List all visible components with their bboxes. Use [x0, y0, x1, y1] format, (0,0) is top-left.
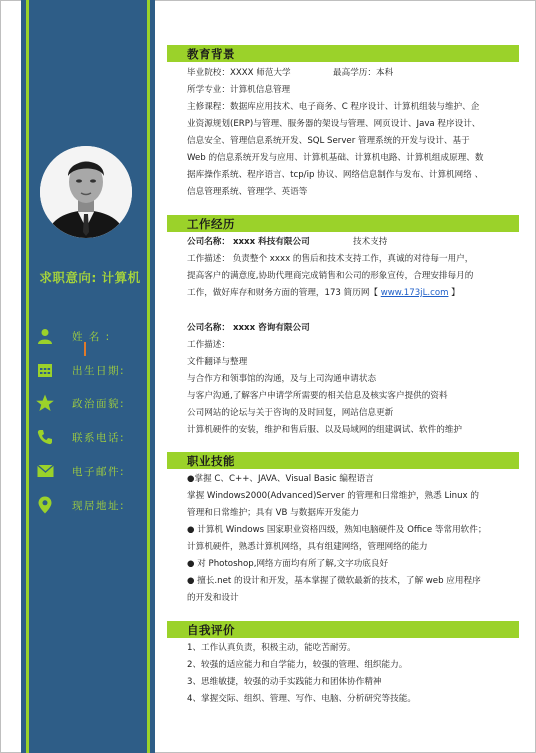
location-icon: [34, 495, 56, 515]
calendar-icon: [34, 360, 56, 380]
section-header-skills: [167, 452, 519, 469]
section-header-education: [167, 45, 519, 62]
job2-desc-line: 文件翻译与整理: [187, 357, 248, 367]
info-label-address: 现居地址:: [72, 499, 126, 512]
evaluation-line: 2、较强的适应能力和自学能力，较强的管理、组织能力。: [187, 660, 408, 670]
info-phone: [34, 427, 125, 447]
education-courses-line: 据库操作系统、程序语言、tcp/ip 协议、网络信息制作与发布、计算机网络 、: [187, 170, 484, 180]
job1-position: 技术支持: [353, 237, 388, 247]
evaluation-line: 4、掌握交际、组织、管理、写作、电脑、分析研究等技能。: [187, 694, 416, 704]
job1-desc-prefix: 工作，做好库存和财务方面的管理，173 简历网【: [187, 288, 381, 298]
education-major: 所学专业：计算机信息管理: [187, 85, 291, 95]
job2-desc-line: 工作描述：: [187, 340, 230, 350]
phone-icon: [34, 427, 56, 447]
info-label-name: 姓 名 :: [72, 330, 111, 343]
job1-desc-line: 提高客户的满意度,协助代理商完成销售和公司的形象宣传，合理安排每月的: [187, 271, 474, 281]
skills-line: 的开发和设计: [187, 593, 239, 603]
skills-line: 掌握 Windows2000(Advanced)Server 的管理和日常维护，熟悉 Linux 的: [187, 491, 479, 501]
resume-site-link[interactable]: www.173jL.com: [380, 288, 449, 298]
info-label-political: 政治面貌:: [72, 397, 126, 410]
info-email: [34, 461, 125, 481]
education-courses-line: Web 的信息系统开发与应用、计算机基础、计算机电路、计算机组成原理、数: [187, 153, 484, 163]
star-icon: [34, 393, 56, 413]
evaluation-line: 3、思维敏捷，较强的动手实践能力和团体协作精神: [187, 677, 382, 687]
section-header-evaluation: [167, 621, 519, 638]
job-intention: 求职意向: 计算机: [39, 270, 141, 285]
section-title-education: 教育背景: [187, 47, 235, 61]
section-header-work: [167, 215, 519, 232]
education-school: 毕业院校：XXXX 师范大学: [187, 68, 291, 78]
text-cursor: [84, 342, 86, 356]
skills-line: ● 对 Photoshop,网络方面均有所了解,文字功底良好: [187, 559, 389, 569]
job2-desc-line: 与合作方和领事馆的沟通，及与上司沟通申请状态: [187, 374, 377, 384]
skills-line: 管理和日常维护；具有 VB 与数据库开发能力: [187, 508, 359, 518]
skills-line: ● 擅长.net 的设计和开发，基本掌握了微软最新的技术，了解 web 应用程序: [187, 576, 481, 586]
info-address: [34, 495, 125, 515]
section-title-evaluation: 自我评价: [187, 623, 235, 637]
education-courses-line: 业资源规划(ERP)与管理、服务器的架设与管理、网页设计、Java 程序设计、: [187, 119, 481, 129]
info-birthdate: [34, 360, 125, 380]
job1-desc-last: [187, 287, 460, 299]
job2-desc-line: 与客户沟通,了解客户申请学所需要的相关信息及核实客户提供的资料: [187, 391, 448, 401]
skills-line: 计算机硬件，熟悉计算机网络，具有组建网络，管理网络的能力: [187, 542, 428, 552]
avatar: [40, 146, 132, 238]
info-political: [34, 393, 125, 413]
job2-desc-line: 公司网站的论坛与关于咨询的及时回复，网站信息更新: [187, 408, 394, 418]
job1-desc-suffix: 】: [448, 288, 460, 298]
section-title-skills: 职业技能: [187, 454, 235, 468]
evaluation-line: 1、工作认真负责，积极主动，能吃苦耐劳。: [187, 643, 356, 653]
education-courses-line: 信息管理系统、管理学、英语等: [187, 187, 308, 197]
education-courses-line: 信息安全、管理信息系统开发、SQL Server 管理系统的开发与设计、基于: [187, 136, 470, 146]
education-courses-line: 主修课程：数据库应用技术、电子商务、C 程序设计、计算机组装与维护、企: [187, 102, 480, 112]
email-icon: [34, 461, 56, 481]
info-name: [34, 326, 111, 346]
skills-line: ● 计算机 Windows 国家职业资格四级，熟知电脑硬件及 Office 等常用软件；: [187, 525, 487, 535]
job1-company: 公司名称： xxxx 科技有限公司: [187, 237, 310, 247]
job1-desc-line: 工作描述： 负责整个 xxxx 的售后和技术支持工作，真诚的对待每一用户，: [187, 254, 474, 264]
education-degree: 最高学历：本科: [333, 68, 394, 78]
info-label-birthdate: 出生日期:: [72, 364, 126, 377]
person-icon: [34, 326, 56, 346]
info-label-phone: 联系电话:: [72, 431, 126, 444]
job2-desc-line: 计算机硬件的安装，维护和售后服、以及局域网的组建调试、软件的维护: [187, 425, 463, 435]
skills-line: ●掌握 C、C++、JAVA、Visual Basic 编程语言: [187, 474, 374, 484]
job2-company: 公司名称： xxxx 咨询有限公司: [187, 323, 310, 333]
sidebar-stripe-right: [147, 0, 150, 753]
sidebar-stripe-left: [26, 0, 29, 753]
section-title-work: 工作经历: [187, 217, 235, 231]
info-label-email: 电子邮件:: [72, 465, 126, 478]
